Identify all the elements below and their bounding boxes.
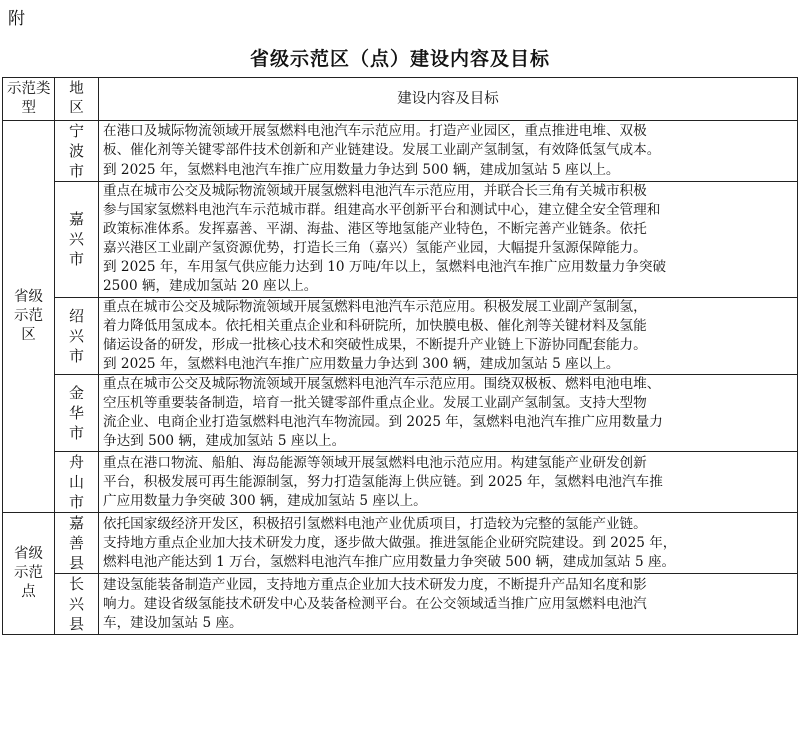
table-body [3, 121, 798, 635]
content-line: 2500 辆，建成加氢站 20 座以上。 [103, 278, 318, 295]
content-line: 流企业、电商企业打造氢燃料电池汽车物流园。到 2025 年，氢燃料电池汽车推广应用数量力 [103, 414, 663, 431]
content-cell [99, 374, 798, 451]
city-cell: 金华市 [55, 374, 99, 451]
content-line: 到 2025 年，车用氢气供应能力达到 10 万吨/年以上，氢燃料电池汽车推广应用数量力争突破 [103, 259, 667, 276]
header-type: 示范类型 [3, 78, 55, 121]
content-line: 到 2025 年，氢燃料电池汽车推广应用数量力争达到 500 辆，建成加氢站 5 座以上。 [103, 161, 620, 178]
content-line: 重点在港口物流、船舶、海岛能源等领域开展氢燃料电池示范应用。构建氢能产业研发创新 [103, 454, 647, 471]
table-row [3, 182, 798, 298]
city-cell: 绍兴市 [55, 297, 99, 374]
table-row [3, 297, 798, 374]
content-line: 政策标准体系。发挥嘉善、平湖、海盐、港区等地氢能产业特色，不断完善产业链条。依托 [103, 221, 647, 238]
header-content: 建设内容及目标 [99, 78, 798, 121]
content-cell [99, 574, 798, 635]
table-row [3, 513, 798, 574]
content-line: 依托国家级经济开发区，积极招引氢燃料电池产业优质项目，打造较为完整的氢能产业链。 [103, 515, 647, 532]
table-header-row [3, 78, 798, 121]
group-type-cell: 省级示范区 [3, 121, 55, 513]
content-line: 广应用数量力争突破 300 辆，建成加氢站 5 座以上。 [103, 492, 427, 509]
city-cell: 长兴县 [55, 574, 99, 635]
city-cell: 嘉兴市 [55, 182, 99, 298]
content-cell [99, 297, 798, 374]
content-line: 空压机等重要装备制造，培育一批关键零部件重点企业。发展工业副产氢制氢。支持大型物 [103, 395, 647, 412]
content-table [2, 77, 798, 635]
content-line: 燃料电池产能达到 1 万台，氢燃料电池汽车推广应用数量力争突破 500 辆，建成加氢站 5 座。 [103, 553, 676, 570]
city-cell: 宁波市 [55, 121, 99, 182]
header-city: 地区 [55, 78, 99, 121]
content-line: 支持地方重点企业加大技术研发力度，逐步做大做强。推进氢能企业研究院建设。到 2025 年， [103, 534, 677, 551]
content-line: 响力。建设省级氢能技术研发中心及装备检测平台。在公交领域适当推广应用氢燃料电池汽 [103, 595, 647, 612]
content-line: 车，建设加氢站 5 座。 [103, 614, 243, 631]
content-line: 到 2025 年，氢燃料电池汽车推广应用数量力争达到 300 辆，建成加氢站 5 座以上。 [103, 355, 620, 372]
table-row [3, 121, 798, 182]
content-line: 建设氢能装备制造产业园，支持地方重点企业加大技术研发力度，不断提升产品知名度和影 [103, 576, 647, 593]
content-line: 重点在城市公交及城际物流领域开展氢燃料电池汽车示范应用，并联合长三角有关城市积极 [103, 183, 647, 199]
content-line: 在港口及城际物流领域开展氢燃料电池汽车示范应用。打造产业园区，重点推进电堆、双极 [103, 123, 647, 140]
content-cell [99, 452, 798, 513]
content-line: 板、催化剂等关键零部件技术创新和产业链建设。发展工业副产氢制氢，有效降低氢气成本。 [103, 142, 661, 159]
city-cell: 嘉善县 [55, 513, 99, 574]
content-line: 重点在城市公交及城际物流领域开展氢燃料电池汽车示范应用。围绕双极板、燃料电池电堆、 [103, 375, 661, 392]
page-title: 省级示范区（点）建设内容及目标 [249, 48, 550, 70]
content-line: 平台，积极发展可再生能源制氢，努力打造氢能海上供应链。到 2025 年，氢燃料电池汽车推 [103, 473, 663, 490]
table-row [3, 452, 798, 513]
content-line: 重点在城市公交及城际物流领域开展氢燃料电池汽车示范应用。积极发展工业副产氢制氢， [103, 298, 647, 315]
content-line: 着力降低用氢成本。依托相关重点企业和科研院所，加快膜电极、催化剂等关键材料及氢能 [103, 317, 647, 334]
content-line: 参与国家氢燃料电池汽车示范城市群。组建高水平创新平台和测试中心，建立健全安全管理和 [103, 202, 661, 219]
content-line: 嘉兴港区工业副产氢资源优势，打造长三角（嘉兴）氢能产业园，大幅提升氢源保障能力。 [103, 240, 647, 257]
content-cell [99, 182, 798, 298]
content-cell [99, 513, 798, 574]
appendix-label: 附 [8, 9, 25, 29]
table-row [3, 374, 798, 451]
content-line: 储运设备的研发，形成一批核心技术和突破性成果，不断提升产业链上下游协同配套能力。 [103, 336, 647, 353]
city-cell: 舟山市 [55, 452, 99, 513]
content-cell [99, 121, 798, 182]
table-row [3, 574, 798, 635]
content-line: 争达到 500 辆，建成加氢站 5 座以上。 [103, 433, 346, 450]
group-type-cell: 省级示范点 [3, 513, 55, 635]
